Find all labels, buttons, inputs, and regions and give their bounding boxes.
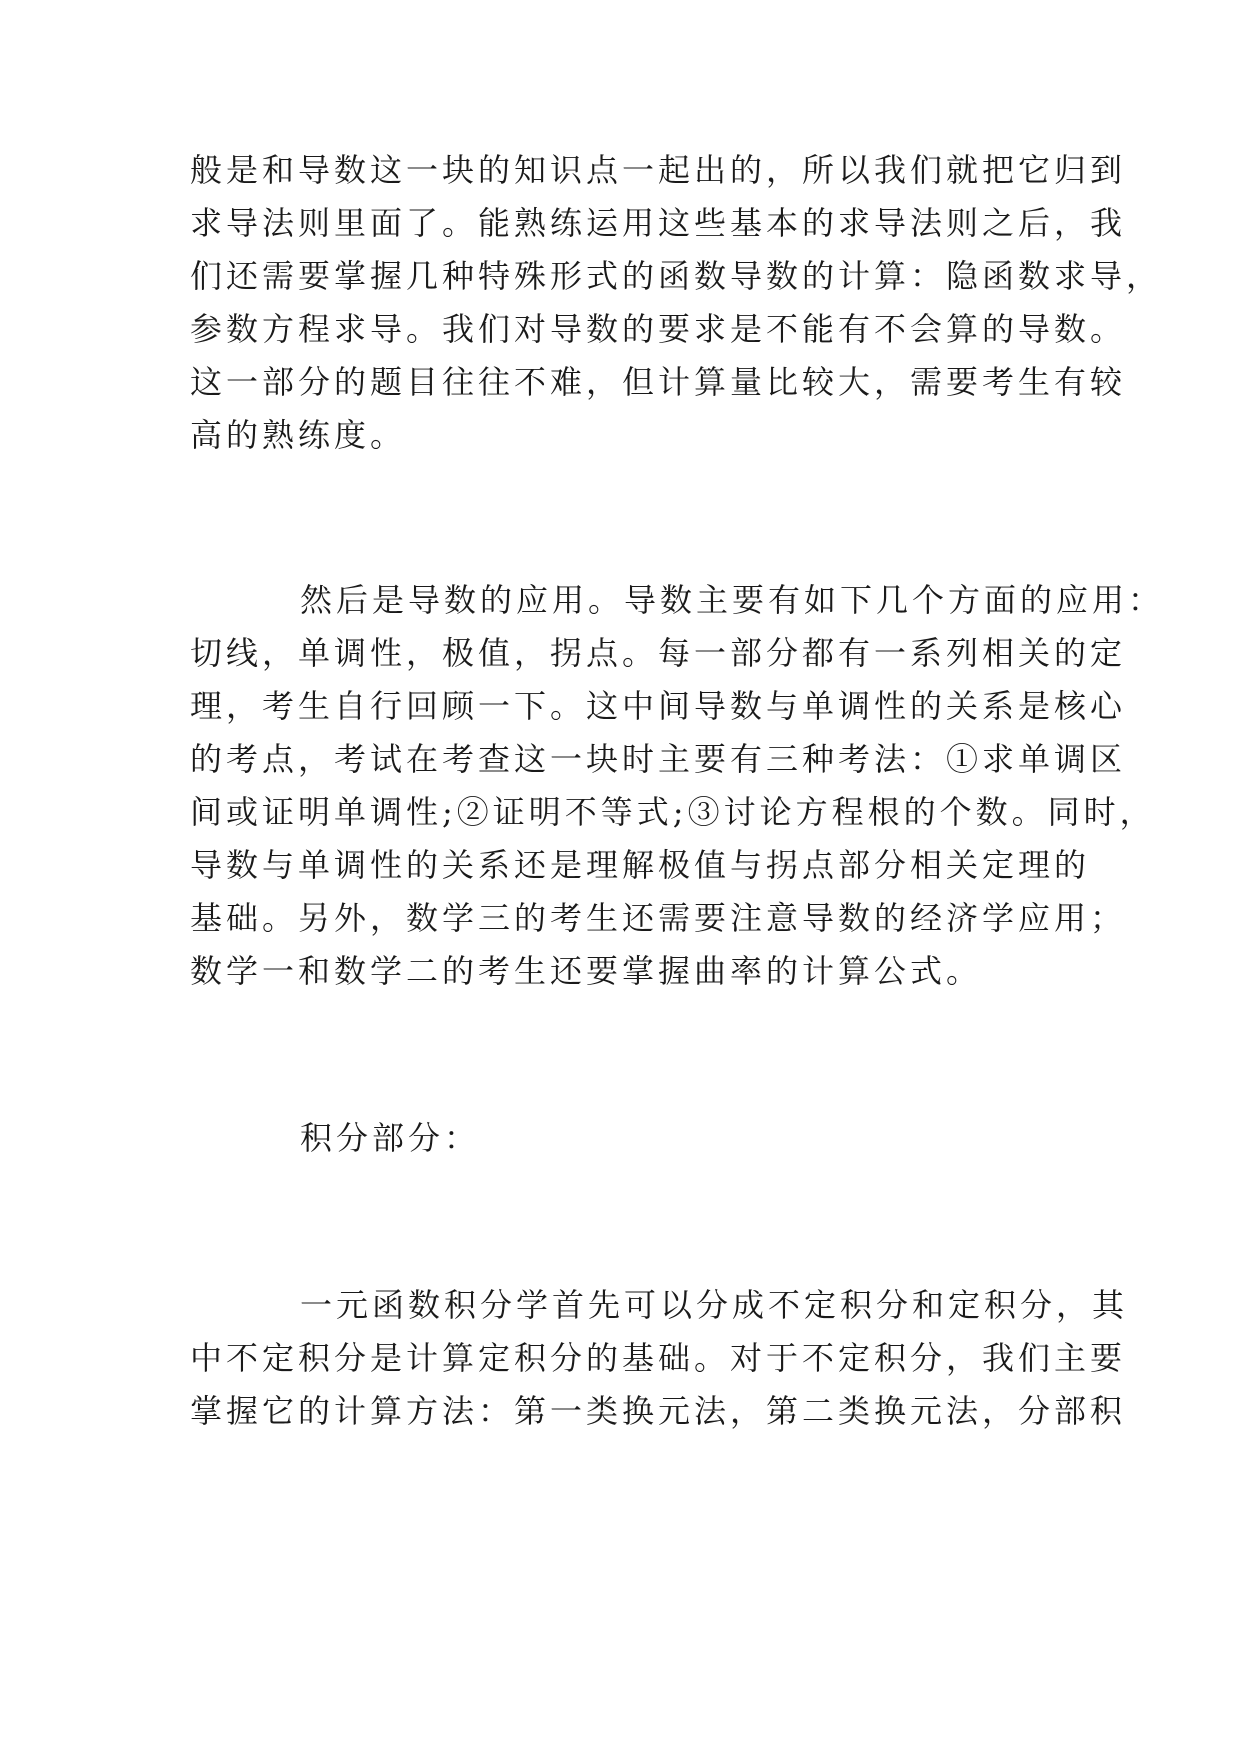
text-line: 中不定积分是计算定积分的基础。对于不定积分，我们主要 <box>190 1339 1127 1377</box>
text-line: 理，考生自行回顾一下。这中间导数与单调性的关系是核心 <box>190 687 1127 725</box>
text-line: 间或证明单调性;②证明不等式;③讨论方程根的个数。同时， <box>190 793 1156 831</box>
text-line: 般是和导数这一块的知识点一起出的，所以我们就把它归到 <box>190 151 1127 189</box>
text-line: 然后是导数的应用。导数主要有如下几个方面的应用： <box>300 581 1165 619</box>
section-heading: 积分部分： <box>300 1119 481 1157</box>
text-line: 一元函数积分学首先可以分成不定积分和定积分，其 <box>300 1286 1129 1324</box>
text-line: 数学一和数学二的考生还要掌握曲率的计算公式。 <box>190 952 983 990</box>
text-line: 的考点，考试在考查这一块时主要有三种考法：①求单调区 <box>190 740 1127 778</box>
text-line: 求导法则里面了。能熟练运用这些基本的求导法则之后，我 <box>190 204 1127 242</box>
text-line: 切线，单调性，极值，拐点。每一部分都有一系列相关的定 <box>190 634 1127 672</box>
text-line: 们还需要掌握几种特殊形式的函数导数的计算：隐函数求导， <box>190 257 1163 295</box>
text-line: 导数与单调性的关系还是理解极值与拐点部分相关定理的 <box>190 846 1091 884</box>
text-line: 基础。另外，数学三的考生还需要注意导数的经济学应用； <box>190 899 1127 937</box>
text-line: 掌握它的计算方法：第一类换元法，第二类换元法，分部积 <box>190 1392 1127 1430</box>
text-line: 高的熟练度。 <box>190 416 407 454</box>
text-line: 这一部分的题目往往不难，但计算量比较大，需要考生有较 <box>190 363 1127 401</box>
text-line: 参数方程求导。我们对导数的要求是不能有不会算的导数。 <box>190 310 1127 348</box>
